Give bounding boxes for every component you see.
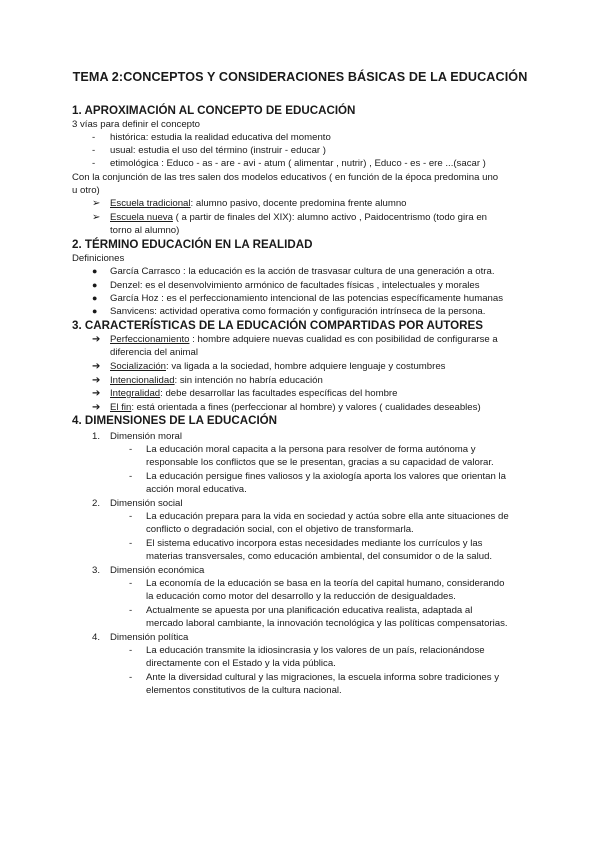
section-2-heading: 2. TÉRMINO EDUCACIÓN EN LA REALIDAD bbox=[72, 238, 313, 251]
list-item-continuation: diferencia del animal bbox=[110, 347, 198, 358]
dash-marker: - bbox=[92, 158, 96, 169]
list-item: Sanvicens: actividad operativa como formación y configuración intrínseca de la persona. bbox=[110, 306, 486, 317]
underlined-term: Escuela tradicional bbox=[110, 198, 191, 209]
item-text: : está orientada a fines (perfeccionar al hombre) y valores ( cualidades deseables) bbox=[131, 402, 481, 413]
list-item: La educación prepara para la vida en sociedad y actúa sobre ella ante situaciones de bbox=[146, 511, 509, 522]
section-2-intro: Definiciones bbox=[72, 253, 125, 264]
list-item: García Hoz : es el perfeccionamiento intencional de las potencias específicamente humanas bbox=[110, 293, 504, 304]
bullet-dot-icon: ● bbox=[92, 266, 98, 276]
list-item bbox=[110, 401, 481, 415]
list-item: El sistema educativo incorpora estas necesidades mediante los currículos y las bbox=[146, 538, 483, 549]
item-text: ( a partir de finales del XIX): alumno activo , Paidocentrismo (todo gira en bbox=[172, 212, 488, 223]
item-text: : va ligada a la sociedad, hombre adquiere lenguaje y costumbres bbox=[166, 361, 446, 372]
dimension-label: Dimensión económica bbox=[110, 565, 205, 576]
section-1-intro: 3 vías para definir el concepto bbox=[72, 119, 200, 130]
list-item-continuation: conflicto o degradación social, con el objetivo de transformarla. bbox=[146, 524, 414, 535]
document-title: TEMA 2:CONCEPTOS Y CONSIDERACIONES BÁSICAS DE LA EDUCACIÓN bbox=[72, 70, 528, 84]
dash-marker: - bbox=[129, 538, 133, 549]
underlined-term: Intencionalidad bbox=[110, 375, 175, 386]
list-item: Denzel: es el desenvolvimiento armónico de facultades físicas , intelectuales y morales bbox=[110, 280, 480, 291]
arrow-bullet-icon: ➔ bbox=[92, 375, 101, 386]
list-item: usual: estudia el uso del término (instruir - educar ) bbox=[110, 145, 326, 156]
list-item bbox=[110, 333, 498, 347]
dash-marker: - bbox=[129, 511, 133, 522]
list-item: Actualmente se apuesta por una planificación educativa realista, adaptada al bbox=[146, 605, 473, 616]
bullet-dot-icon: ● bbox=[92, 293, 98, 303]
dash-marker: - bbox=[129, 471, 133, 482]
arrow-bullet-icon: ➔ bbox=[92, 388, 101, 399]
item-text: : hombre adquiere nuevas cualidad es con posibilidad de configurarse a bbox=[189, 334, 498, 345]
list-item bbox=[110, 211, 487, 225]
list-item: García Carrasco : la educación es la acción de trasvasar cultura de una generación a otra. bbox=[110, 266, 495, 277]
dash-marker: - bbox=[129, 672, 133, 683]
section-3-heading: 3. CARACTERÍSTICAS DE LA EDUCACIÓN COMPARTIDAS POR AUTORES bbox=[72, 319, 483, 332]
dimension-label: Dimensión social bbox=[110, 498, 183, 509]
arrow-bullet-icon: ➔ bbox=[92, 361, 101, 372]
underlined-term: El fin bbox=[110, 402, 132, 413]
list-item: histórica: estudia la realidad educativa del momento bbox=[110, 132, 331, 143]
item-text: : debe desarrollar las facultades específicas del hombre bbox=[160, 388, 398, 399]
list-item-continuation: la educación como motor del desarrollo y la reducción de desigualdades. bbox=[146, 591, 456, 602]
arrow-bullet-icon: ➢ bbox=[92, 212, 101, 223]
underlined-term: Perfeccionamiento bbox=[110, 334, 190, 345]
dimension-number: 2. bbox=[92, 498, 101, 509]
list-item-continuation: torno al alumno) bbox=[110, 225, 180, 236]
list-item-continuation: directamente con el Estado y la vida pública. bbox=[146, 658, 336, 669]
dash-marker: - bbox=[92, 132, 96, 143]
dash-marker: - bbox=[129, 605, 133, 616]
bullet-dot-icon: ● bbox=[92, 306, 98, 316]
list-item: La educación transmite la idiosincrasia y los valores de un país, relacionándose bbox=[146, 645, 485, 656]
dimension-number: 4. bbox=[92, 632, 101, 643]
paragraph-line: Con la conjunción de las tres salen dos modelos educativos ( en función de la época predomina uno bbox=[72, 172, 499, 183]
bullet-dot-icon: ● bbox=[92, 280, 98, 290]
dash-marker: - bbox=[92, 145, 96, 156]
dash-marker: - bbox=[129, 444, 133, 455]
dimension-number: 3. bbox=[92, 565, 101, 576]
list-item bbox=[110, 197, 407, 211]
section-1-heading: 1. APROXIMACIÓN AL CONCEPTO DE EDUCACIÓN bbox=[72, 104, 356, 117]
list-item-continuation: materias transversales, como educación ambiental, del consumidor o de la salud. bbox=[146, 551, 493, 562]
arrow-bullet-icon: ➔ bbox=[92, 402, 101, 413]
underlined-term: Socialización bbox=[110, 361, 166, 372]
list-item bbox=[110, 387, 397, 401]
arrow-bullet-icon: ➢ bbox=[92, 198, 101, 209]
list-item bbox=[110, 374, 323, 388]
underlined-term: Integralidad bbox=[110, 388, 161, 399]
list-item: La educación moral capacita a la persona para resolver de forma autónoma y bbox=[146, 444, 476, 455]
dimension-label: Dimensión moral bbox=[110, 431, 182, 442]
list-item-continuation: responsable los conflictos que se le presentan, gracias a su capacidad de valorar. bbox=[146, 457, 494, 468]
item-text: : sin intención no habría educación bbox=[174, 375, 323, 386]
list-item: Ante la diversidad cultural y las migraciones, la escuela informa sobre tradiciones y bbox=[146, 672, 500, 683]
dash-marker: - bbox=[129, 645, 133, 656]
dimension-label: Dimensión política bbox=[110, 632, 189, 643]
list-item-continuation: mercado laboral cambiante, la innovación tecnológica y las políticas compensatorias. bbox=[146, 618, 508, 629]
list-item-continuation: acción moral educativa. bbox=[146, 484, 247, 495]
arrow-bullet-icon: ➔ bbox=[92, 334, 101, 345]
list-item-continuation: elementos constitutivos de la cultura nacional. bbox=[146, 685, 342, 696]
dash-marker: - bbox=[129, 578, 133, 589]
list-item: etimológica : Educo - as - are - avi - atum ( alimentar , nutrir) , Educo - es - ere ...(sacar ) bbox=[110, 158, 486, 169]
paragraph-line: u otro) bbox=[72, 185, 100, 196]
underlined-term: Escuela nueva bbox=[110, 212, 173, 223]
item-text: : alumno pasivo, docente predomina frente alumno bbox=[190, 198, 407, 209]
list-item bbox=[110, 360, 445, 374]
list-item: La economía de la educación se basa en la teoría del capital humano, considerando bbox=[146, 578, 505, 589]
list-item: La educación persigue fines valiosos y la axiología aporta los valores que orientan la bbox=[146, 471, 506, 482]
dimension-number: 1. bbox=[92, 431, 101, 442]
section-4-heading: 4. DIMENSIONES DE LA EDUCACIÓN bbox=[72, 414, 278, 427]
